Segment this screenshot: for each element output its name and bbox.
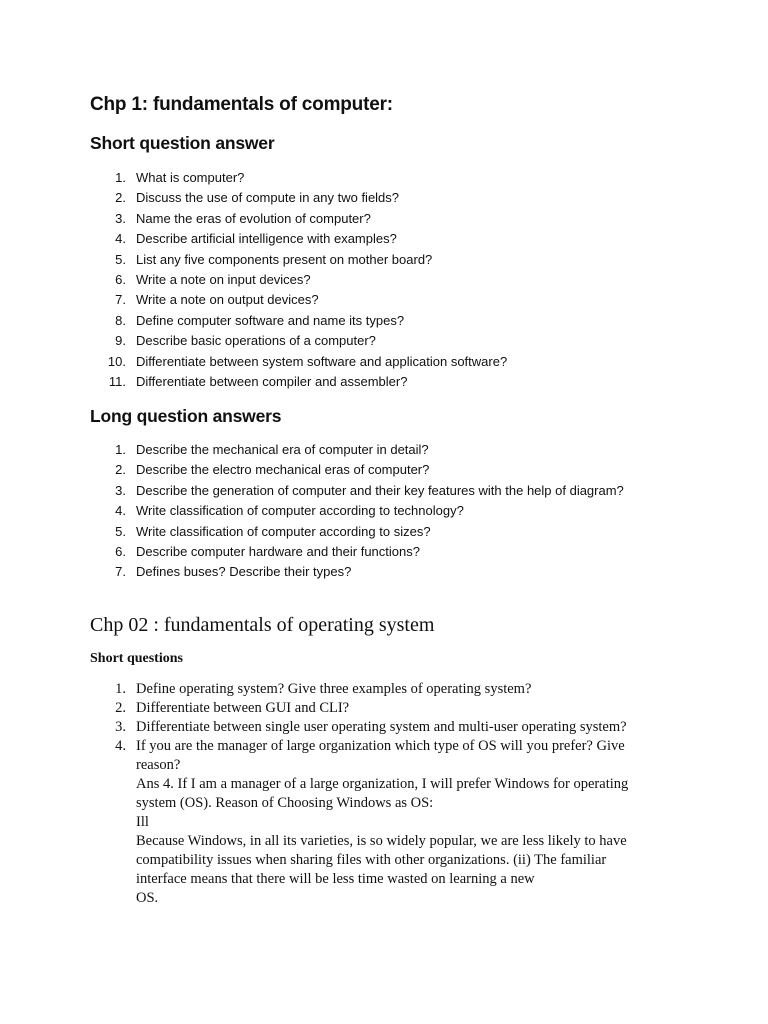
list-item-text: Describe basic operations of a computer? (136, 333, 376, 349)
question-text (136, 718, 676, 737)
chapter1-short-heading: Short question answer (90, 133, 275, 153)
question-line: Ans 4. If I am a manager of a large organization, I will prefer Windows for operating (136, 776, 629, 792)
question-number: 2. (115, 700, 126, 716)
list-item-text: What is computer? (136, 170, 245, 185)
list-item-text: Describe the electro mechanical eras of computer? (136, 462, 430, 478)
question-item (0, 737, 629, 908)
list-item-number: 5. (115, 523, 126, 539)
question-number: 3. (115, 719, 126, 735)
list-item-text: Differentiate between system software and application software? (136, 353, 508, 369)
list-item-text: Discuss the use of compute in any two fields? (136, 190, 400, 206)
list-item-text: Describe artificial intelligence with examples? (136, 231, 397, 247)
chapter1-long-heading: Long question answers (90, 406, 282, 426)
list-item-number: 1. (115, 170, 126, 185)
list-item-number: 9. (115, 333, 126, 349)
list-item-number: 2. (115, 190, 126, 206)
list-item-number: 5. (115, 251, 126, 267)
list-item-number: 8. (115, 312, 126, 328)
question-line: Because Windows, in all its varieties, is so widely popular, we are less likely to have (136, 833, 627, 849)
question-line: system (OS). Reason of Choosing Windows as OS: (136, 795, 434, 811)
question-number: 4. (115, 738, 126, 754)
list-item-number: 7. (115, 292, 126, 308)
question-text (136, 699, 676, 718)
list-item-number: 6. (115, 271, 126, 287)
question-line: If you are the manager of large organization which type of OS will you prefer? Give (136, 738, 625, 754)
list-item-number: 7. (115, 564, 126, 580)
question-item (0, 680, 540, 699)
list-item-text: Describe the mechanical era of computer in detail? (136, 442, 429, 457)
list-item-number: 4. (115, 231, 126, 247)
question-text (136, 737, 676, 908)
list-item-text: Define computer software and name its types? (136, 312, 405, 328)
question-line: OS. (136, 890, 159, 906)
question-number: 1. (115, 681, 126, 697)
list-item-number: 10. (107, 353, 126, 369)
list-item-number: 3. (115, 210, 126, 226)
list-item-text: Write classification of computer according to technology? (136, 503, 464, 519)
question-line: Ill (136, 814, 149, 830)
list-item-text: Write classification of computer according to sizes? (136, 523, 431, 539)
question-line: Differentiate between GUI and CLI? (136, 700, 350, 716)
question-item (0, 718, 627, 737)
list-item-number: 11. (108, 373, 126, 389)
question-line: Define operating system? Give three examples of operating system? (136, 681, 532, 697)
chapter2-question-list (0, 680, 629, 908)
list-item-text: Describe computer hardware and their functions? (136, 543, 420, 559)
list-item-text: Differentiate between compiler and assembler? (136, 373, 408, 389)
list-item-number: 3. (115, 482, 126, 498)
list-item-text: Name the eras of evolution of computer? (136, 210, 371, 226)
chapter1-title: Chp 1: fundamentals of computer: (90, 94, 393, 115)
question-line: interface means that there will be less time wasted on learning a new (136, 871, 535, 887)
list-item-number: 1. (115, 442, 126, 457)
list-item-text: Describe the generation of computer and their key features with the help of diagram? (136, 482, 624, 498)
list-item-number: 6. (115, 543, 126, 559)
list-item-number: 4. (115, 503, 126, 519)
list-item-text: Write a note on output devices? (136, 292, 319, 308)
list-item-text: List any five components present on mother board? (136, 251, 433, 267)
list-item-text: Defines buses? Describe their types? (136, 564, 352, 580)
question-line: Differentiate between single user operating system and multi-user operating system? (136, 719, 627, 735)
question-item (0, 699, 540, 718)
list-item-number: 2. (115, 462, 126, 478)
question-line: compatibility issues when sharing files with other organizations. (ii) The familiar (136, 852, 607, 868)
chapter2-title: Chp 02 : fundamentals of operating system (90, 614, 435, 636)
question-line: reason? (136, 757, 181, 773)
chapter2-short-heading: Short questions (90, 651, 183, 666)
question-text (136, 680, 676, 699)
list-item-text: Write a note on input devices? (136, 271, 311, 287)
